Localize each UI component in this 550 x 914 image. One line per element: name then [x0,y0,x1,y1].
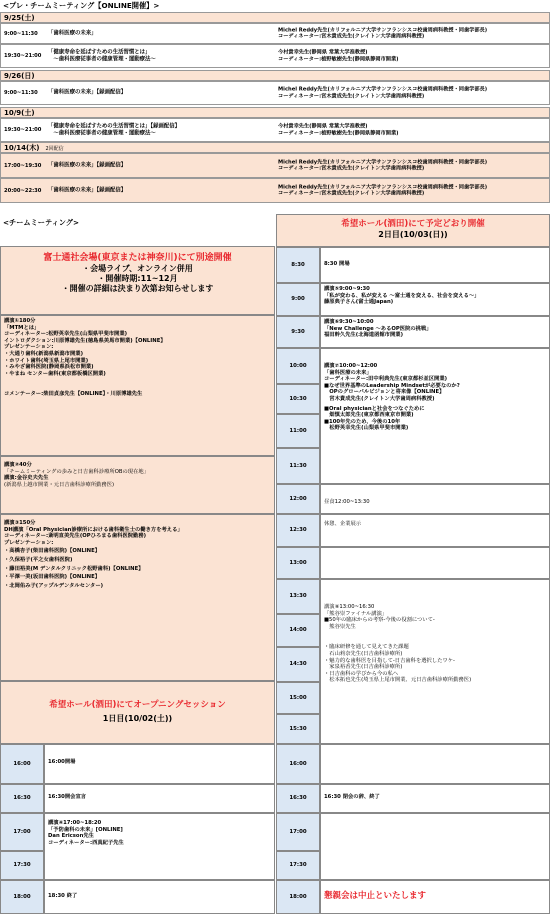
lecture-line: イントロダクション:川原博雄先生(徳島県美馬市開業)【ONLINE】 [4,337,166,344]
time-cell: 18:00 [276,880,320,914]
row-time: 19:30~21:00 [4,52,42,59]
row-speaker: Michel Reddy先生(カリフォルニア大学サンフランシスコ校歯周病科教授・同歯学部長) コーディネーター:宮木貴成先生(クレイトン大学歯周病科教授) [278,184,488,197]
slot-1300 [320,547,550,579]
time-cell: 11:30 [276,448,320,484]
row-title: 「健康寿命を延ばすための生活習慣とは」 ～歯科医療従事者の健康管理・運動療法～ [48,49,156,62]
left-slot-1700: 講演④17:00~18:20 「予防歯科の未来」[ONLINE] Dan Ericson先生 コーディネーター:西真紀子先生 [44,813,275,880]
day2-title: 希望ホール(酒田)にて予定どおり開催 [341,219,485,229]
date-bar-1009: 10/9(土) [0,107,550,118]
slot-1330: 講演⑧13:00~16:30 「熊谷崇ファイナル講演」 ■50年の臨床からの考察-今後の役割について- 熊谷崇先生 ・臨床研修を通して見えてきた課題 石山莉奈先生(日吉歯科診療所) ・魅力的な歯科医を目指して-日吉歯科を選択したワケ- 家泉裕香先生(日吉歯科診療所) ・日吉歯科の学びから今の私へ 松本拓也先生(埼玉県上尾市開業、元日吉歯科診療所勤務医) [320,579,550,744]
time-cell: 9:00 [276,283,320,316]
row-time: 20:00~22:30 [4,187,42,194]
fujitsu-notice-line: ・会場ライブ、オンライン併用 [82,264,193,274]
fujitsu-notice-line: ・開催の詳細は決まり次第お知らせします [61,284,214,294]
fujitsu-notice-title: 富士通社会場(東京または神奈川)にて別途開催 [43,253,232,263]
left-slot-1630: 16:30開会宣言 [44,784,275,813]
slot-1200: 昼食12:00~13:30 [320,484,550,514]
time-cell: 9:30 [276,316,320,348]
row-speaker: 今村貴幸先生(静岡県 常葉大学准教授) コーディネーター:植野敏樹先生(静岡県静岡市開業) [278,49,399,62]
slot-1230: 休憩、企業展示 [320,514,550,547]
time-cell: 13:00 [276,547,320,579]
lecture-line: ・大通り歯科(新潟県新潟市開業) [4,351,83,358]
time-cell: 17:30 [0,851,44,880]
time-cell: 16:30 [0,784,44,813]
lecture-line: ・高橋杏子(柴田歯科医院)【ONLINE】 [4,548,101,555]
lecture-line: プレゼンテーション: [4,539,54,546]
lecture-line: DH講演「Oral Physician診療所における歯科衛生士の働き方を考える」 [4,526,183,533]
team-meeting-title: <チームミーティング> [3,218,80,227]
lecture-line: 「チームミーティングの歩みと日吉歯科診療所OBの現在地」 [4,468,149,475]
row-speaker: Michel Reddy先生(カリフォルニア大学サンフランシスコ校歯周病科教授・同歯学部長) コーディネーター:宮木貴成先生(クレイトン大学歯周病科教授) [278,86,488,99]
row-title: 「歯科医療の未来」 [48,30,97,37]
time-cell: 18:00 [0,880,44,914]
pre-row [0,178,550,203]
lecture-line: ・みやざ歯科医院(静岡県浜松市開業) [4,364,94,371]
fujitsu-notice [0,246,275,315]
slot-1800 [320,880,550,914]
row-time: 9:00~11:30 [4,89,38,96]
lecture-line: ・久保裕子(平之女歯科医院) [4,557,73,564]
lecture-line: コーディネーター:松野英幸先生(山梨県甲斐市開業) [4,331,128,338]
lecture-line: プレゼンテーション: [4,344,54,351]
row-speaker: Michel Reddy先生(カリフォルニア大学サンフランシスコ校歯周病科教授・同歯学部長) コーディネーター:宮木貴成先生(クレイトン大学歯周病科教授) [278,159,488,172]
pre-row [0,81,550,105]
row-time: 9:00~11:30 [4,30,38,37]
time-cell: 14:30 [276,647,320,682]
opening-title: 希望ホール(酒田)にてオープニングセッション [49,700,226,710]
opening-session [0,681,275,744]
time-cell: 14:00 [276,614,320,647]
lecture-line: ・平澤一美(坂田歯科医院)【ONLINE】 [4,574,101,581]
row-title: 「健康寿命を延ばすための生活習慣とは」【録画配信】 ～歯科医療従事者の健康管理・運動療法～ [48,123,181,136]
slot-0900: 講演⑤9:00~9:30 「私が変わる、私が変える ～富士通を変える、社会を変える～」 藤原典子さん(富士通Japan) [320,283,550,316]
slot-1630: 16:30 閉会の辞、終了 [320,784,550,813]
lecture-line: 講演③150分 [4,520,36,526]
pre-row [0,153,550,178]
lecture-line: ・ホワイト歯科(埼玉県上尾市開業) [4,357,89,364]
row-time: 17:00~19:30 [4,162,42,169]
slot-0830: 8:30 開場 [320,247,550,283]
pre-meeting-title: <プレ・チームミーティング【ONLINE開催】> [3,1,160,10]
lecture-line: 講演②40分 [4,462,32,468]
time-cell: 15:30 [276,714,320,744]
slot-1000: 講演⑦10:00~12:00 「歯科医療の未来」 コーディネーター:田中利典先生(東京都杉並区開業) ■なぜ世界基準のLeadership Mindsetが必要なのか? OPのグローバルビジョンと将来像【ONLINE】 宮木貴成先生(クレイトン大学歯周病科教授) ■Oral physicianと社会をつなぐために 畑慎太郎先生(東京都西東京市開業) ■100年先のため、今後の10年 松野英幸先生(山梨県甲斐市開業) [320,348,550,484]
party-cancel-notice: 懇親会は中止といたします [324,891,427,901]
time-cell: 17:00 [0,813,44,851]
lecture-line: (新潟県上越市開業・元日吉歯科診療所勤務医) [4,481,115,488]
pre-row [0,118,550,142]
time-cell: 16:00 [0,744,44,784]
day2-date: 2日目(10/03(日)) [378,229,448,239]
lecture-1 [0,315,275,456]
row-title: 「歯科医療の未来」【録画配信】 [48,162,127,169]
time-cell: 16:30 [276,784,320,813]
lecture-line: ・やまね センター歯科(東京都板橋区開業) [4,370,106,377]
time-cell: 10:30 [276,384,320,414]
left-slot-1800: 18:30 終了 [44,880,275,914]
lecture-line: ・北岡佑み子(アップルデンタルセンター) [4,582,104,589]
time-cell: 17:30 [276,851,320,880]
row-speaker: 今村貴幸先生(静岡県 常葉大学准教授) コーディネーター:植野敏樹先生(静岡県静岡市開業) [278,123,399,136]
time-cell: 11:00 [276,414,320,448]
lecture-line: コーディネーター:斎明直美先生(OPひろまる歯科医院勤務) [4,533,147,540]
pre-row [0,23,550,44]
row-title: 「歯科医療の未来」【録画配信】 [48,89,127,96]
lecture-3 [0,514,275,681]
lecture-line: ・藤田裕美(M デンタルクリニック松野歯科)【ONLINE】 [4,565,144,572]
time-cell: 16:00 [276,744,320,784]
date-bar-0926: 9/26(日) [0,70,550,81]
day2-header [276,214,550,247]
time-cell: 15:00 [276,682,320,714]
time-cell: 8:30 [276,247,320,283]
pre-row [0,44,550,68]
lecture-line: コメンテーター:柴田貞彦先生【ONLINE】・川原博雄先生 [4,391,143,398]
fujitsu-notice-line: ・開催時期:11~12月 [97,274,178,284]
lecture-line: 講演①180分 [4,318,36,324]
row-title: 「歯科医療の未来」【録画配信】 [48,187,127,194]
opening-date: 1日目(10/02(土)) [102,713,173,723]
time-cell: 13:30 [276,579,320,614]
time-cell: 10:00 [276,348,320,384]
slot-1600 [320,744,550,784]
row-time: 19:30~21:00 [4,126,42,133]
lecture-line: 「MTMとは」 [4,324,40,331]
time-cell: 12:30 [276,514,320,547]
slot-1700 [320,813,550,880]
time-cell: 17:00 [276,813,320,851]
time-cell: 12:00 [276,484,320,514]
lecture-2 [0,456,275,514]
slot-0930: 講演⑥9:30~10:00 「New Challenge ～あるOP医院の挑戦」 福田幹久先生(北海道函館市開業) [320,316,550,348]
date-bar-0925: 9/25(土) [0,12,550,23]
date-bar-1014: 10/14(木) 2回配信 [0,142,550,153]
row-speaker: Michel Reddy先生(カリフォルニア大学サンフランシスコ校歯周病科教授・同歯学部長) コーディネーター:宮木貴成先生(クレイトン大学歯周病科教授) [278,27,488,40]
left-slot-1600: 16:00開場 [44,744,275,784]
lecture-line: 講演:金谷史夫先生 [4,475,49,482]
